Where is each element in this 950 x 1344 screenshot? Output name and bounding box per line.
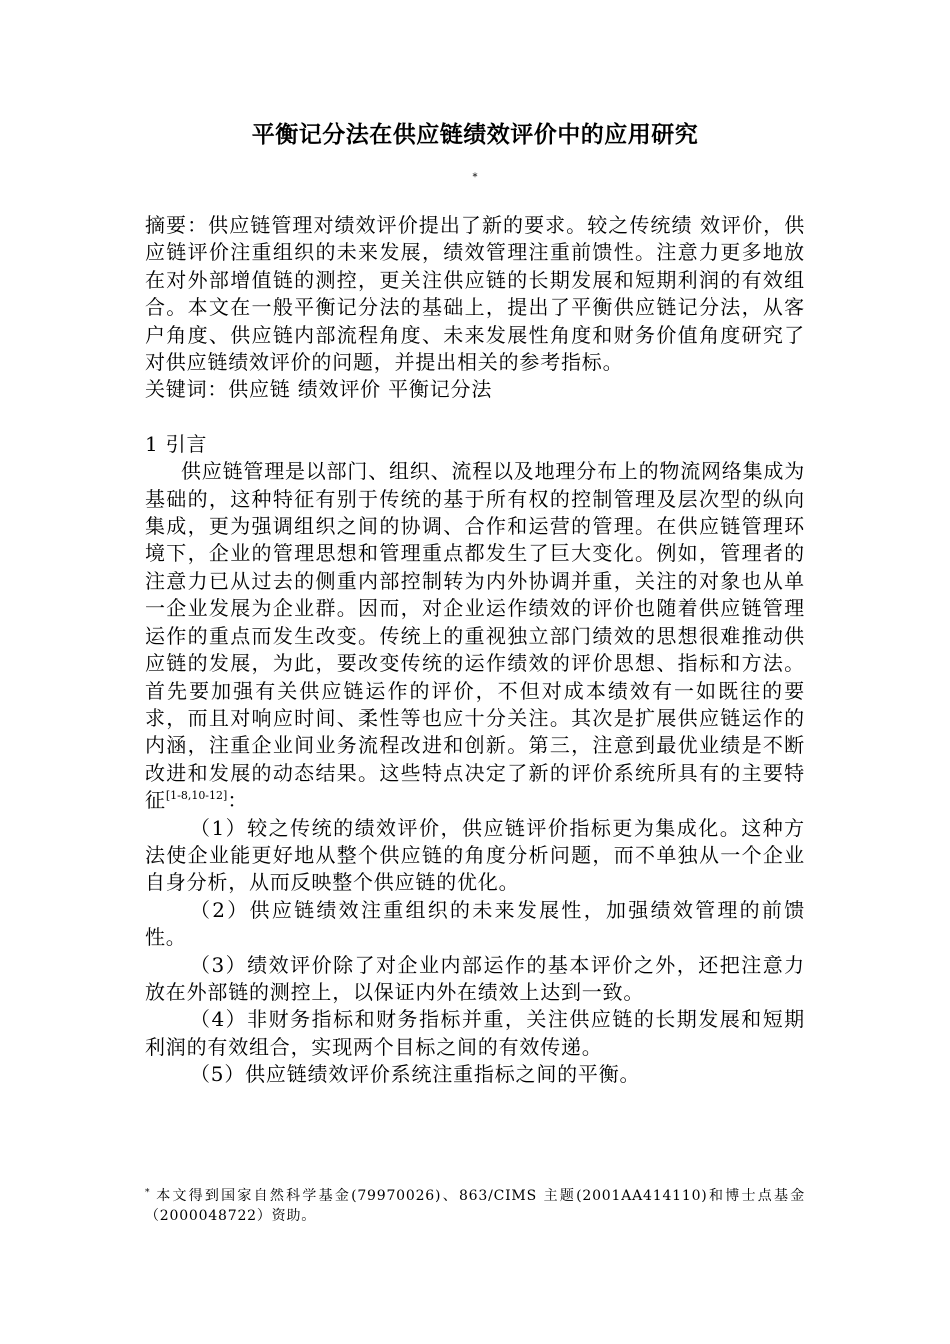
feature-item: （2）供应链绩效注重组织的未来发展性，加强绩效管理的前馈性。: [145, 897, 805, 950]
abstract: 摘要：供应链管理对绩效评价提出了新的要求。较之传统绩 效评价，供应链评价注重组织的未来发展，绩效管理注重前馈性。注意力更多地放在对外部增值链的测控，更关注供应链的长期发展和短期利润的有效组合。本文在一般平衡记分法的基础上，提出了平衡供应链记分法，从客户角度、供应链内部流程角度、未来发展性角度和财务价值角度研究了对供应链绩效评价的问题，并提出相关的参考指标。: [145, 213, 805, 375]
intro-text: 供应链管理是以部门、组织、流程以及地理分布上的物流网络集成为基础的，这种特征有别于传统的基于所有权的控制管理及层次型的纵向集成，更为强调组织之间的协调、合作和运营的管理。在供应链管理环境下，企业的管理思想和管理重点都发生了巨大变化。例如，管理者的注意力已从过去的侧重内部控制转为内外协调并重，关注的对象也从单一企业发展为企业群。因而，对企业运作绩效的评价也随着供应链管理运作的重点而发生改变。传统上的重视独立部门绩效的思想很难推动供应链的发展，为此，要改变传统的运作绩效的评价思想、指标和方法。首先要加强有关供应链运作的评价，不但对成本绩效有一如既往的要求，而且对响应时间、柔性等也应十分关注。其次是扩展供应链运作的内涵，注重企业间业务流程改进和创新。第三，注意到最优业绩是不断改进和发展的动态结果。这些特点决定了新的评价系统所具有的主要特征: [145, 459, 805, 813]
keywords: 关键词：供应链 绩效评价 平衡记分法: [145, 377, 493, 402]
feature-item: （4）非财务指标和财务指标并重，关注供应链的长期发展和短期利润的有效组合，实现两个目标之间的有效传递。: [145, 1007, 805, 1059]
paper-body: [145, 212, 805, 1089]
citation-marker: [1-8,10-12]: [165, 789, 228, 803]
paper-title: 平衡记分法在供应链绩效评价中的应用研究: [251, 121, 699, 148]
feature-item: （1）较之传统的绩效评价，供应链评价指标更为集成化。这种方法使企业能更好地从整个供应链的角度分析问题，而不单独从一个企业自身分析，从而反映整个供应链的优化。: [145, 815, 805, 895]
spacer: [145, 404, 805, 431]
footnote-text: 本文得到国家自然科学基金(79970026)、863/CIMS 主题(2001AA414110)和博士点基金（2000048722）资助。: [145, 1188, 805, 1224]
feature-item: （5）供应链绩效评价系统注重指标之间的平衡。: [190, 1062, 641, 1087]
footnote: [145, 1186, 805, 1226]
author-footnote-marker: *: [472, 172, 478, 183]
section-heading-introduction: 1 引言: [145, 431, 208, 456]
intro-colon: ：: [227, 788, 249, 813]
intro-paragraph: [145, 458, 805, 814]
footnote-marker: *: [145, 1188, 150, 1198]
feature-item: （3）绩效评价除了对企业内部运作的基本评价之外，还把注意力放在外部链的测控上，以保证内外在绩效上达到一致。: [145, 952, 805, 1004]
